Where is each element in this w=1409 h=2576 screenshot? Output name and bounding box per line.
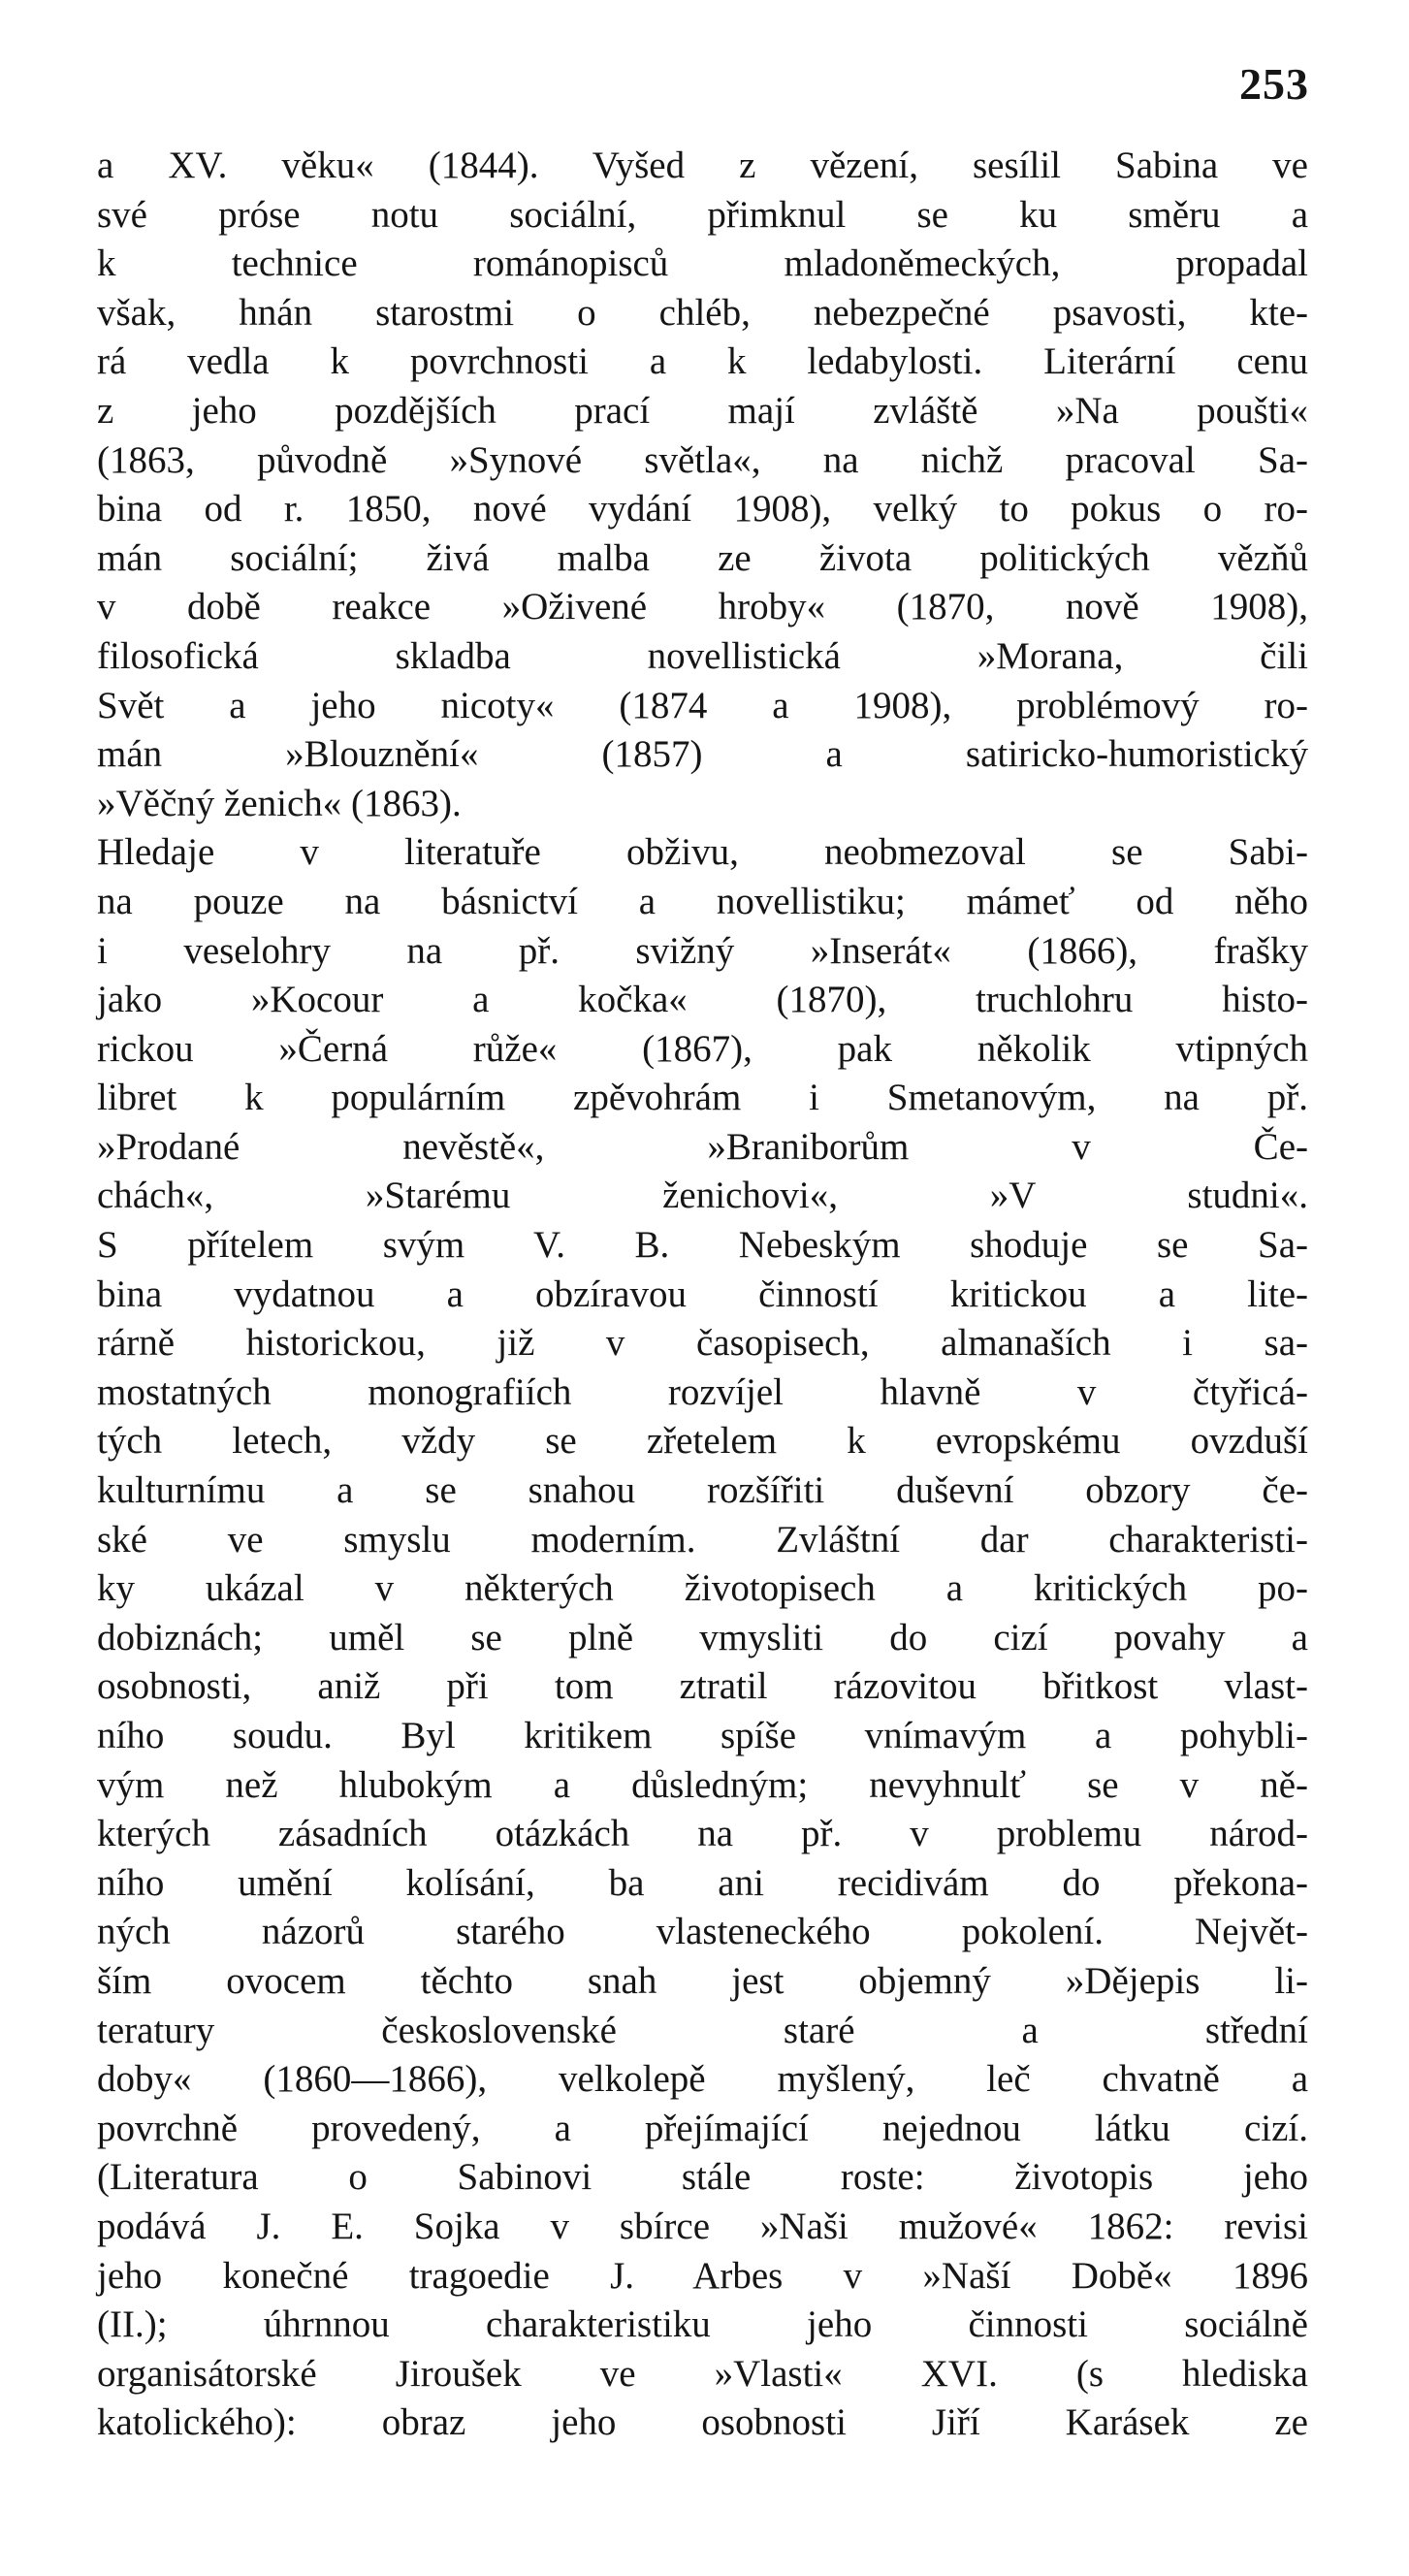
text-line: podává J. E. Sojka v sbírce »Naši mužové« 1862: revisi [97,2205,1308,2247]
text-line: rá vedla k povrchnosti a k ledabylosti. Literární cenu [97,340,1308,383]
text-line: »Prodané nevěstě«, »Braniborům v Če- [97,1125,1308,1168]
text-line: rárně historickou, již v časopisech, almanaších i sa- [97,1322,1308,1365]
page-number: 253 [1239,59,1309,109]
text-line: ším ovocem těchto snah jest objemný »Dějepis li- [97,1959,1308,2002]
text-line: katolického): obraz jeho osobnosti Jiří Karásek ze [97,2401,1308,2444]
text-line: osobnosti, aniž při tom ztratil rázovitou břitkost vlast- [97,1665,1308,1708]
text-line: však, hnán starostmi o chléb, nebezpečné psavosti, kte- [97,291,1308,334]
text-line: povrchně provedený, a přejímající nejednou látku cizí. [97,2107,1308,2149]
text-line: i veselohry na př. svižný »Inserát« (1866), frašky [97,929,1308,972]
text-line: ské ve smyslu moderním. Zvláštní dar charakteristi- [97,1518,1308,1561]
text-line: (II.); úhrnnou charakteristiku jeho činnosti sociálně [97,2303,1308,2346]
text-line: Svět a jeho nicoty« (1874 a 1908), problémový ro- [97,684,1308,726]
text-line: své próse notu sociální, přimknul se ku směru a [97,193,1308,236]
text-line: filosofická skladba novellistická »Morana, čili [97,634,1308,677]
text-line: chách«, »Starému ženichovi«, »V studni«. [97,1175,1308,1217]
text-line: ního umění kolísání, ba ani recidivám do překona- [97,1861,1308,1904]
text-line: libret k populárním zpěvohrám i Smetanovým, na př. [97,1077,1308,1119]
text-line: S přítelem svým V. B. Nebeským shoduje se Sa- [97,1224,1308,1267]
text-line: dobiznách; uměl se plně vmysliti do cizí povahy a [97,1616,1308,1658]
text-line: ných názorů starého vlasteneckého pokolení. Největ- [97,1911,1308,1953]
text-line: rickou »Černá růže« (1867), pak několik vtipných [97,1027,1308,1070]
text-line: tých letech, vždy se zřetelem k evropskému ovzduší [97,1420,1308,1463]
text-line: kulturnímu a se snahou rozšířiti duševní obzory če- [97,1469,1308,1512]
body-text [97,142,1308,2448]
text-line: na pouze na básnictví a novellistiku; mámeť od něho [97,880,1308,922]
text-line: k technice románopisců mladoněmeckých, propadal [97,242,1308,285]
text-line: »Věčný ženich« (1863). [97,782,462,824]
text-line: mán sociální; živá malba ze života politických vězňů [97,536,1308,579]
text-line: mostatných monografiích rozvíjel hlavně v čtyřicá- [97,1370,1308,1413]
text-line: jako »Kocour a kočka« (1870), truchlohru histo- [97,979,1308,1021]
text-line: (Literatura o Sabinovi stále roste: životopis jeho [97,2156,1308,2199]
text-line: ky ukázal v některých životopisech a kritických po- [97,1567,1308,1610]
text-line: v době reakce »Oživené hroby« (1870, nově 1908), [97,586,1308,628]
text-line: Hledaje v literatuře obživu, neobmezoval se Sabi- [97,831,1308,874]
text-line: doby« (1860—1866), velkolepě myšlený, leč chvatně a [97,2058,1308,2101]
text-line: mán »Blouznění« (1857) a satiricko-humoristický [97,733,1308,776]
text-line: bina vydatnou a obzíravou činností kritickou a lite- [97,1272,1308,1315]
text-line: ního soudu. Byl kritikem spíše vnímavým a pohybli- [97,1715,1308,1756]
text-line: teratury československé staré a střední [97,2009,1308,2051]
text-line: (1863, původně »Synové světla«, na nichž pracoval Sa- [97,438,1308,481]
text-line: vým než hlubokým a důsledným; nevyhnulť se v ně- [97,1763,1308,1806]
text-line: z jeho pozdějších prací mají zvláště »Na poušti« [97,389,1308,432]
text-line: organisátorské Jiroušek ve »Vlasti« XVI. (s hlediska [97,2352,1308,2395]
text-line: jeho konečné tragoedie J. Arbes v »Naší Době« 1896 [97,2254,1308,2297]
text-line: kterých zásadních otázkách na př. v problemu národ- [97,1813,1308,1855]
text-line: bina od r. 1850, nové vydání 1908), velký to pokus o ro- [97,488,1308,531]
text-line: a XV. věku« (1844). Vyšed z vězení, sesílil Sabina ve [97,145,1308,186]
